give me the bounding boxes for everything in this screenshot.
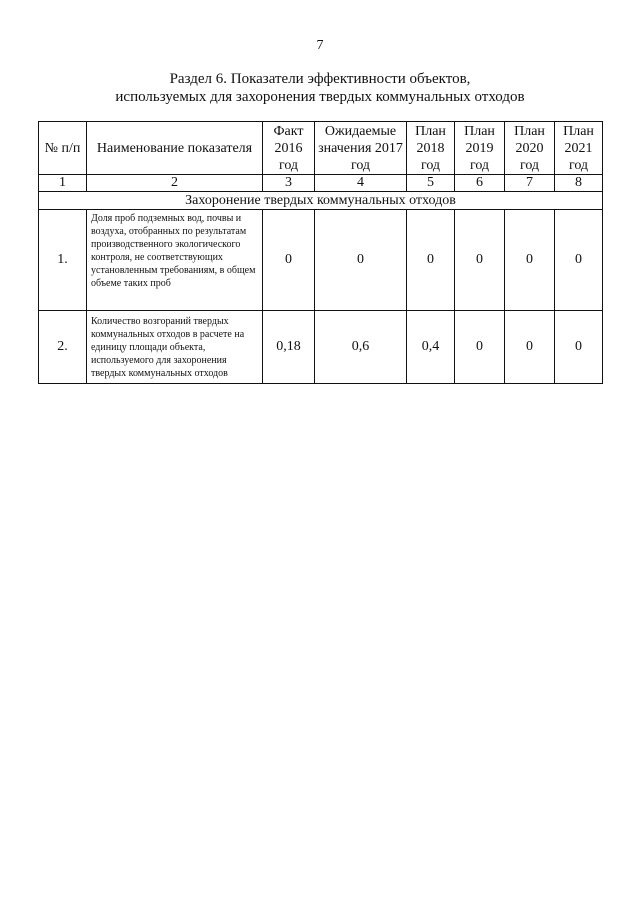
header-cell-name: Наименование показателя: [87, 122, 263, 175]
row-value: 0: [555, 311, 603, 384]
column-number-cell: 2: [87, 175, 263, 192]
row-number: 1.: [39, 210, 87, 311]
row-value: 0: [555, 210, 603, 311]
section-title: [0, 70, 640, 106]
row-value: 0: [407, 210, 455, 311]
row-value: 0: [315, 210, 407, 311]
row-value: 0: [455, 311, 505, 384]
row-value: 0: [505, 311, 555, 384]
section-title-line-2: используемых для захоронения твердых коммунальных отходов: [115, 89, 525, 105]
column-number-cell: 4: [315, 175, 407, 192]
header-cell-plan-2020: План 2020 год: [505, 122, 555, 175]
row-value: 0,4: [407, 311, 455, 384]
page-number: 7: [316, 38, 324, 53]
column-number-cell: 7: [505, 175, 555, 192]
column-number-cell: 5: [407, 175, 455, 192]
row-value: 0,6: [315, 311, 407, 384]
header-cell-expected-2017: Ожидаемые значения 2017 год: [315, 122, 407, 175]
row-indicator-name: Количество возгораний твердых коммунальных отходов в расчете на единицу площади объекта, используемого для захоронения твердых коммунальных отходов: [87, 311, 263, 384]
section-title-line-1: Раздел 6. Показатели эффективности объектов,: [169, 71, 471, 87]
row-number: 2.: [39, 311, 87, 384]
column-number-cell: 1: [39, 175, 87, 192]
table-section-row: [39, 192, 603, 210]
header-cell-number: № п/п: [39, 122, 87, 175]
row-value: 0: [263, 210, 315, 311]
row-value: 0,18: [263, 311, 315, 384]
header-cell-fact-2016: Факт 2016 год: [263, 122, 315, 175]
header-cell-plan-2019: План 2019 год: [455, 122, 505, 175]
header-cell-plan-2021: План 2021 год: [555, 122, 603, 175]
column-number-cell: 8: [555, 175, 603, 192]
column-number-cell: 6: [455, 175, 505, 192]
header-cell-plan-2018: План 2018 год: [407, 122, 455, 175]
table-header-row: [39, 122, 603, 175]
row-value: 0: [505, 210, 555, 311]
table-row: [39, 311, 603, 384]
table-section-title: Захоронение твердых коммунальных отходов: [39, 192, 603, 210]
indicators-table: [38, 121, 603, 384]
column-number-cell: 3: [263, 175, 315, 192]
column-number-row: [39, 175, 603, 192]
table-row: [39, 210, 603, 311]
row-indicator-name: Доля проб подземных вод, почвы и воздуха, отобранных по результатам производственного экологического контроля, не соответствующих установленным требованиям, в общем объеме таких проб: [87, 210, 263, 311]
row-value: 0: [455, 210, 505, 311]
